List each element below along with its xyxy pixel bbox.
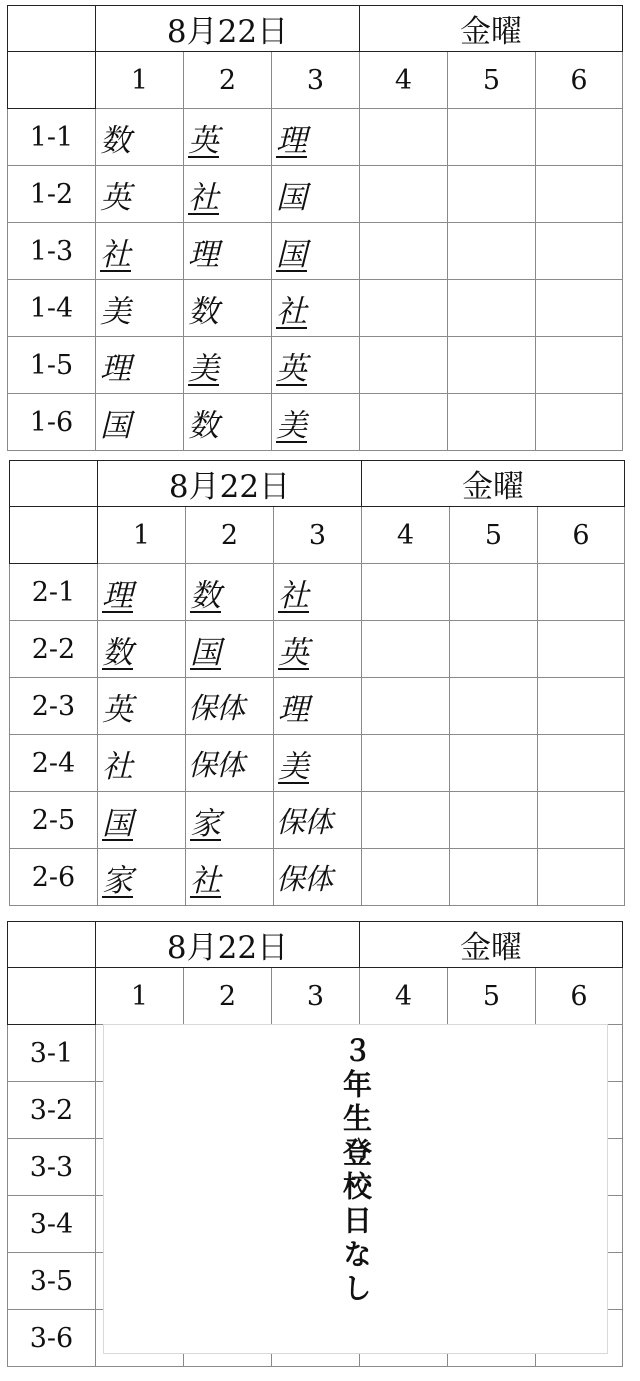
subject-cell: 理 [96,337,184,394]
class-label: 2-6 [10,849,98,906]
empty-cell [450,735,538,792]
date-label: 8月22日 [96,922,360,968]
subject-cell: 国 [98,792,186,849]
subject-cell: 理 [274,678,362,735]
empty-cell [536,394,623,451]
period-header: 5 [450,507,538,564]
subject-cell: 社 [98,735,186,792]
empty-cell [448,109,536,166]
empty-cell [538,849,625,906]
empty-cell [538,564,625,621]
subject-cell: 国 [96,394,184,451]
empty-cell [448,394,536,451]
class-label: 1-5 [8,337,96,394]
period-header: 6 [538,507,625,564]
class-row [8,166,623,223]
empty-cell [450,849,538,906]
corner-cell [10,461,98,507]
empty-cell [448,280,536,337]
period-header: 2 [184,52,272,109]
weekday-label: 金曜 [360,6,623,52]
subject-cell: 保体 [274,792,362,849]
subject-cell: 理 [184,223,272,280]
class-label: 3-2 [8,1082,96,1139]
empty-cell [536,166,623,223]
empty-cell [448,166,536,223]
empty-cell [536,280,623,337]
empty-cell [450,564,538,621]
period-header: 6 [536,968,623,1025]
subject-cell: 数 [98,621,186,678]
class-label: 3-5 [8,1253,96,1310]
empty-cell [362,792,450,849]
class-row [8,223,623,280]
subject-cell: 英 [184,109,272,166]
empty-cell [362,678,450,735]
date-label: 8月22日 [98,461,362,507]
subject-cell: 国 [272,166,360,223]
subject-cell: 美 [184,337,272,394]
no-school-notice: ３年生登校日なし [339,1035,373,1307]
period-corner-cell [10,507,98,564]
empty-cell [360,109,448,166]
empty-cell [362,735,450,792]
class-row [10,735,625,792]
empty-cell [536,223,623,280]
class-label: 2-4 [10,735,98,792]
empty-cell [538,735,625,792]
corner-cell [8,6,96,52]
empty-cell [360,280,448,337]
period-header: 4 [360,52,448,109]
empty-cell [450,621,538,678]
subject-cell: 保体 [186,735,274,792]
no-school-notice-panel [103,1024,608,1354]
empty-cell [448,337,536,394]
period-header: 6 [536,52,623,109]
period-header: 1 [96,52,184,109]
class-row [10,678,625,735]
class-label: 2-5 [10,792,98,849]
empty-cell [360,223,448,280]
class-row [8,280,623,337]
class-row [8,337,623,394]
subject-cell: 理 [272,109,360,166]
subject-cell: 数 [184,394,272,451]
subject-cell: 美 [96,280,184,337]
period-header: 3 [272,968,360,1025]
class-row [10,792,625,849]
period-header: 5 [448,52,536,109]
subject-cell: 数 [96,109,184,166]
subject-cell: 英 [96,166,184,223]
empty-cell [448,223,536,280]
class-row [8,109,623,166]
class-label: 3-6 [8,1310,96,1367]
period-header: 3 [274,507,362,564]
empty-cell [362,849,450,906]
period-header: 2 [184,968,272,1025]
empty-cell [538,678,625,735]
empty-cell [360,337,448,394]
subject-cell: 家 [186,792,274,849]
empty-cell [360,394,448,451]
class-row [10,621,625,678]
class-label: 2-1 [10,564,98,621]
subject-cell: 数 [186,564,274,621]
subject-cell: 英 [274,621,362,678]
subject-cell: 社 [184,166,272,223]
period-header: 4 [362,507,450,564]
subject-cell: 国 [186,621,274,678]
subject-cell: 英 [98,678,186,735]
period-corner-cell [8,52,96,109]
subject-cell: 理 [98,564,186,621]
class-row [8,394,623,451]
empty-cell [538,621,625,678]
subject-cell: 保体 [186,678,274,735]
period-header: 1 [96,968,184,1025]
class-label: 3-1 [8,1025,96,1082]
empty-cell [450,678,538,735]
subject-cell: 美 [274,735,362,792]
class-label: 1-2 [8,166,96,223]
weekday-label: 金曜 [362,461,625,507]
empty-cell [362,564,450,621]
class-label: 3-3 [8,1139,96,1196]
class-label: 1-6 [8,394,96,451]
corner-cell [8,922,96,968]
subject-cell: 数 [184,280,272,337]
empty-cell [536,109,623,166]
subject-cell: 社 [274,564,362,621]
empty-cell [362,621,450,678]
empty-cell [450,792,538,849]
subject-cell: 家 [98,849,186,906]
class-label: 2-3 [10,678,98,735]
empty-cell [360,166,448,223]
period-header: 5 [448,968,536,1025]
timetable-grade-1 [7,5,623,451]
empty-cell [538,792,625,849]
class-label: 2-2 [10,621,98,678]
period-header: 2 [186,507,274,564]
class-label: 1-1 [8,109,96,166]
date-label: 8月22日 [96,6,360,52]
class-row [10,564,625,621]
period-corner-cell [8,968,96,1025]
class-row [10,849,625,906]
class-label: 3-4 [8,1196,96,1253]
subject-cell: 国 [272,223,360,280]
class-label: 1-3 [8,223,96,280]
subject-cell: 美 [272,394,360,451]
period-header: 4 [360,968,448,1025]
weekday-label: 金曜 [360,922,623,968]
empty-cell [536,337,623,394]
subject-cell: 英 [272,337,360,394]
period-header: 3 [272,52,360,109]
timetable-grade-2 [9,460,625,906]
subject-cell: 保体 [274,849,362,906]
subject-cell: 社 [96,223,184,280]
period-header: 1 [98,507,186,564]
subject-cell: 社 [272,280,360,337]
subject-cell: 社 [186,849,274,906]
class-label: 1-4 [8,280,96,337]
